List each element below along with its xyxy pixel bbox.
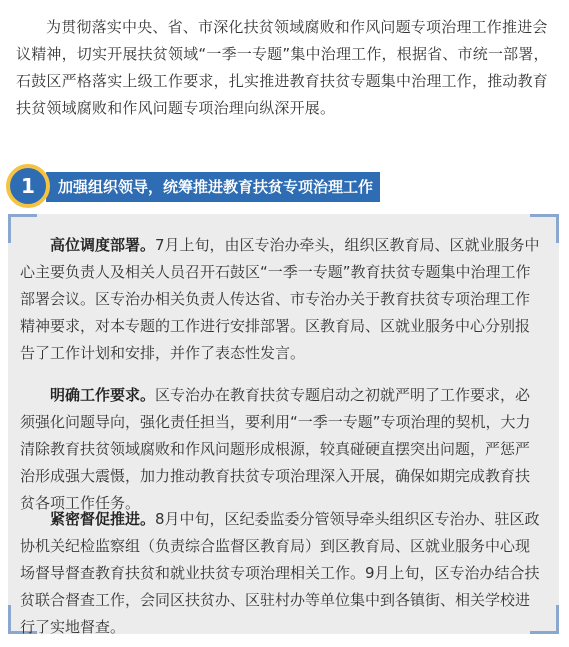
paragraph-requirements xyxy=(20,382,544,517)
content-panel xyxy=(8,214,559,634)
paragraph-body: 7月上旬，由区专治办牵头，组织区教育局、区就业服务中心主要负责人及相关人员召开石鼓区“一季一专题”教育扶贫专题集中治理工作部署会议。区专治办相关负责人传达省、市专治办关于教育扶贫专项治理工作精神要求，对本专题的工作进行安排部署。区教育局、区就业服务中心分别报告了工作计划和安排，并作了表态性发言。 xyxy=(20,236,540,362)
paragraph-lead: 高位调度部署。 xyxy=(50,236,156,254)
paragraph-supervision xyxy=(20,506,544,641)
paragraph-lead: 紧密督促推进。 xyxy=(50,510,156,528)
section-number-badge: 1 xyxy=(6,164,50,208)
paragraph-body: 区专治办在教育扶贫专题启动之初就严明了工作要求，必须强化问题导向，强化责任担当，要利用“一季一专题”专项治理的契机，大力清除教育扶贫领域腐败和作风问题形成根源，较真碰硬直摆突出问题，严惩严治形成强大震慑，加力推动教育扶贫专项治理深入开展，确保如期完成教育扶贫各项工作任务。 xyxy=(20,386,531,512)
paragraph-deployment xyxy=(20,232,544,367)
paragraph-body: 8月中旬，区纪委监委分管领导牵头组织区专治办、驻区政协机关纪检监察组（负责综合监督区教育局）到区教育局、区就业服务中心现场督导督查教育扶贫和就业扶贫专项治理相关工作。9月上旬，区专治办结合扶贫联合督查工作，会同区扶贫办、区驻村办等单位集中到各镇街、相关学校进行了实地督查。 xyxy=(20,510,540,636)
paragraph-lead: 明确工作要求。 xyxy=(50,386,156,404)
section-header xyxy=(6,164,386,210)
intro-paragraph: 为贯彻落实中央、省、市深化扶贫领域腐败和作风问题专项治理工作推进会议精神，切实开展扶贫领域“一季一专题”集中治理工作，根据省、市统一部署，石鼓区严格落实上级工作要求，扎实推进教育扶贫专题集中治理工作，推动教育扶贫领域腐败和作风问题专项治理向纵深开展。 xyxy=(16,18,549,117)
section-title: 加强组织领导，统筹推进教育扶贫专项治理工作 xyxy=(46,172,380,202)
